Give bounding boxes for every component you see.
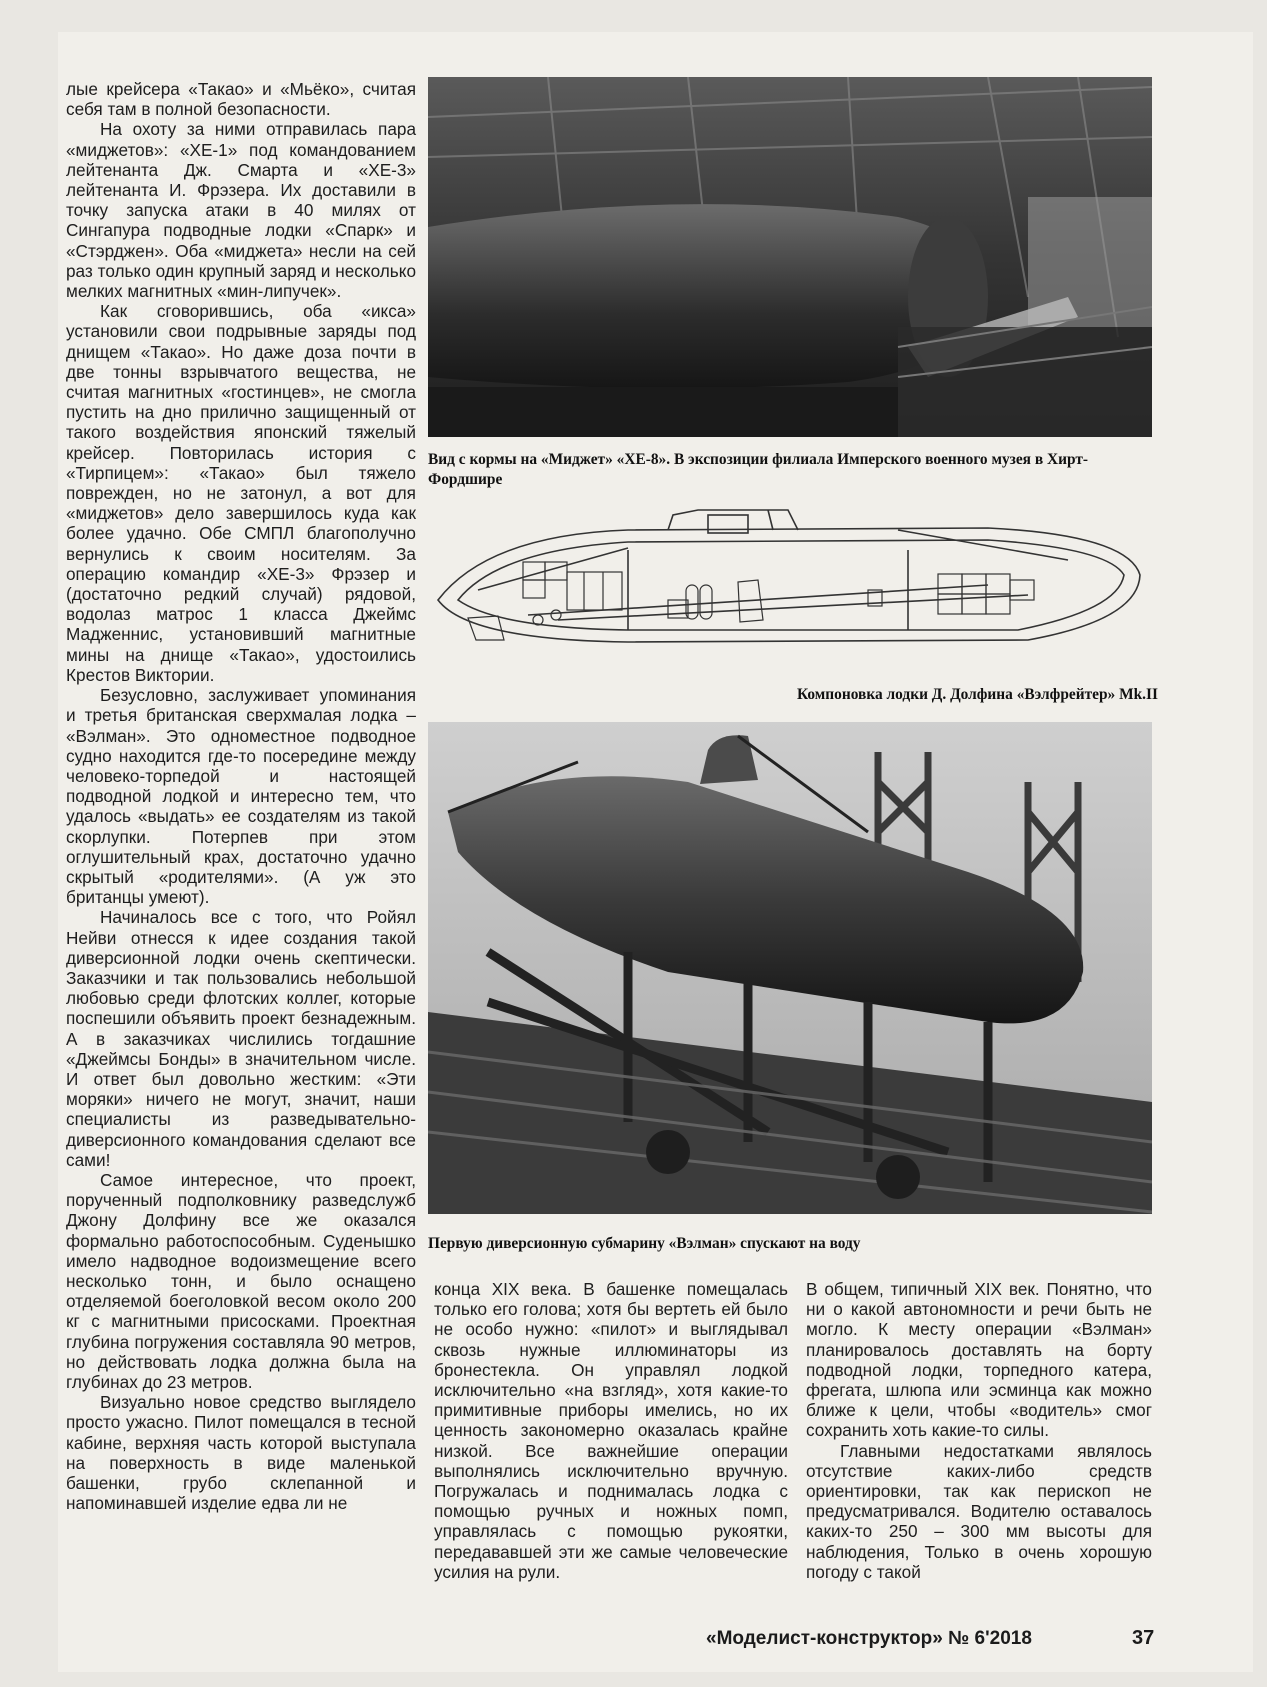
xe8-photo-illustration (428, 77, 1152, 437)
middle-text-column (434, 1279, 788, 1582)
welman-photo-illustration (428, 722, 1152, 1214)
left-text-column (66, 79, 416, 1513)
paragraph: Визуально новое средство выглядело просто ужасно. Пилот помещался в тесной кабине, верхняя часть которой выступала на поверхность в виде маленькой башенки, грубо склепанной и напоминавшей изделие едва ли не (66, 1392, 416, 1514)
photo-bottom-caption: Первую диверсионную субмарину «Вэлман» спускают на воду (428, 1235, 861, 1252)
xe8-museum-photo (428, 77, 1152, 437)
page-number: 37 (1132, 1627, 1155, 1649)
paragraph: Начиналось все с того, что Ройял Нейви отнесся к идее создания такой диверсионной лодки очень скептически. Заказчики и так пользовались небольшой любовью среди флотских коллег, которые поспешили объявить проект безнадежным. А в заказчиках числились тогдашние «Джеймсы Бонды» в значительном числе. И ответ был довольно жестким: «Эти моряки» ничего не могут, значит, наши специалисты из разведывательно-диверсионного командования сделают все сами! (66, 907, 416, 1170)
paragraph: Самое интересное, что проект, порученный подполковнику разведслужб Джону Долфину все же оказался формально работоспособным. Суденышко имело надводное водоизмещение всего несколько тонн, и было оснащено отделяемой боеголовкой весом около 200 кг с магнитными присосками. Проектная глубина погружения составляла 90 метров, но действовать лодка должна была на глубинах до 23 метров. (66, 1169, 416, 1392)
paragraph: лые крейсера «Такао» и «Мьёко», считая себя там в полной безопасности. (66, 79, 416, 120)
magazine-footer: «Моделист-конструктор» № 6'2018 (706, 1628, 1032, 1649)
paragraph: На охоту за ними отправилась пара «миджетов»: «XE-1» под командованием лейтенанта Дж. Смарта и «XE-3» лейтенанта И. Фрэзера. Их доставили в точку запуска атаки в 40 милях от Сингапура подводные лодки «Спарк» и «Стэрджен». Оба «миджета» несли на сей раз только один крупный заряд и несколько мелких магнитных «мин-липучек». (66, 119, 416, 302)
welfreighter-layout-diagram (428, 490, 1152, 680)
welman-launch-photo (428, 722, 1152, 1214)
paragraph: конца XIX века. В башенке помещалась только его голова; хотя бы вертеть ей было не особо нужно: «пилот» и выглядывал сквозь нужные иллюминаторы из бронестекла. Он управлял лодкой исключительно «на взгляд», хотя какие-то примитивные приборы имелись, но их ценность закономерно оказалась крайне низкой. Все важнейшие операции выполнялись исключительно вручную. Погружалась и поднималась лодка с помощью ручных и ножных помп, управлялась с помощью рукоятки, передававшей эти же самые человеческие усилия на рули. (434, 1279, 788, 1582)
magazine-page (58, 32, 1253, 1672)
paragraph: Главными недостатками являлось отсутствие каких-либо средств ориентировки, так как перископ не предусматривался. Водителю оставалось каких-то 250 – 300 мм высоты для наблюдения, Только в очень хорошую погоду с такой (806, 1440, 1152, 1582)
diagram-drawing (428, 490, 1152, 680)
diagram-caption: Компоновка лодки Д. Долфина «Вэлфрейтер» Mk.II (797, 686, 1158, 703)
right-text-column (806, 1279, 1152, 1582)
paragraph: Как сговорившись, оба «икса» установили свои подрывные заряды под днищем «Такао». Но даже доза почти в две тонны взрывчатого вещества, не считая магнитных «гостинцев», не смогла пустить на дно прилично защищенный от такого воздействия японский тяжелый крейсер. Повторилась история с «Тирпицем»: «Такао» был тяжело поврежден, но не затонул, а вот для «миджетов» дело завершилось куда как более удачно. Обе СМПЛ благополучно вернулись к своим носителям. За операцию командир «XE-3» Фрэзер и (достаточно редкий случай) рядовой, водолаз матрос 1 класса Джеймс Мадженнис, установивший магнитные мины на днище «Такао», удостоились Крестов Виктории. (66, 301, 416, 685)
paragraph: В общем, типичный XIX век. Понятно, что ни о какой автономности и речи быть не могло. К месту операции «Вэлман» планировалось доставлять на борту подводной лодки, торпедного катера, фрегата, шлюпа или эсминца как можно ближе к цели, чтобы «водитель» смог сохранить хоть какие-то силы. (806, 1279, 1152, 1441)
paragraph: Безусловно, заслуживает упоминания и третья британская сверхмалая лодка – «Вэлман». Это одноместное подводное судно находится где-то посередине между человеко-торпедой и настоящей подводной лодкой и интересно тем, что удалось «выдать» ее создателям из такой скорлупки. Потерпев при этом оглушительный крах, достаточно удачно скрытый «родителями». (А уж это британцы умеют). (66, 685, 416, 908)
photo-top-caption: Вид с кормы на «Миджет» «XE-8». В экспозиции филиала Имперского военного музея в Хирт-Фордшире (428, 451, 1089, 488)
